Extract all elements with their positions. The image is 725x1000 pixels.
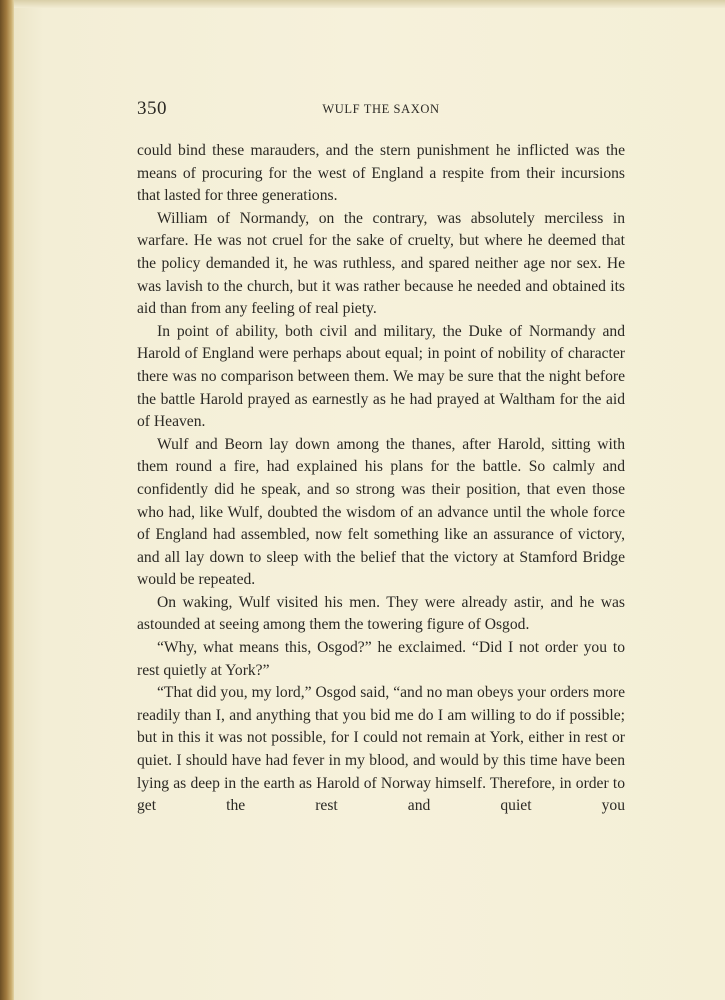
page-number: 350 bbox=[137, 98, 167, 119]
paragraph-5: On waking, Wulf visited his men. They were already astir, and he was astounded at seeing among them the towering figure of Osgod. bbox=[137, 593, 625, 634]
paragraph-1: could bind these marauders, and the stern punishment he inflicted was the means of procuring for the west of England a respite from their incursions that lasted for three generations. bbox=[137, 142, 625, 205]
paragraph-6: “Why, what means this, Osgod?” he exclaimed. “Did I not order you to rest quietly at York?” bbox=[137, 639, 625, 679]
body-text bbox=[137, 140, 625, 818]
paragraph-2: William of Normandy, on the contrary, was absolutely merciless in warfare. He was not cruel for the sake of cruelty, but where he deemed that the policy demanded it, he was ruthless, and spared neither age nor sex. He was lavish to the church, but it was rather because he needed and obtained its aid than from any feeling of real piety. bbox=[137, 209, 625, 318]
page-top-edge bbox=[14, 0, 725, 8]
paragraph-3: In point of ability, both civil and military, the Duke of Normandy and Harold of England were perhaps about equal; in point of nobility of character there was no comparison between them. We may be sure that the night before the battle Harold prayed as earnestly as he had prayed at Waltham for the aid of Heaven. bbox=[137, 322, 625, 431]
paragraph-4: Wulf and Beorn lay down among the thanes, after Harold, sitting with them round a fire, had explained his plans for the battle. So calmly and confidently did he speak, and so strong was their position, that even those who had, like Wulf, doubted the wisdom of an advance until the whole force of England had assembled, now felt something like an assurance of victory, and all lay down to sleep with the belief that the victory at Stamford Bridge would be repeated. bbox=[137, 435, 625, 589]
paragraph-7: “That did you, my lord,” Osgod said, “and no man obeys your orders more readily than I, and anything that you bid me do I am willing to do if possible; but in this it was not possible, for I could not remain at York, either in rest or quiet. I should have had fever in my blood, and would by this time have been lying as deep in the earth as Harold of Norway himself. Therefore, in order to get the rest and quiet you bbox=[137, 684, 625, 815]
book-spine-edge bbox=[0, 0, 14, 1000]
running-title: WULF THE SAXON bbox=[322, 102, 440, 116]
page-header bbox=[137, 98, 625, 124]
